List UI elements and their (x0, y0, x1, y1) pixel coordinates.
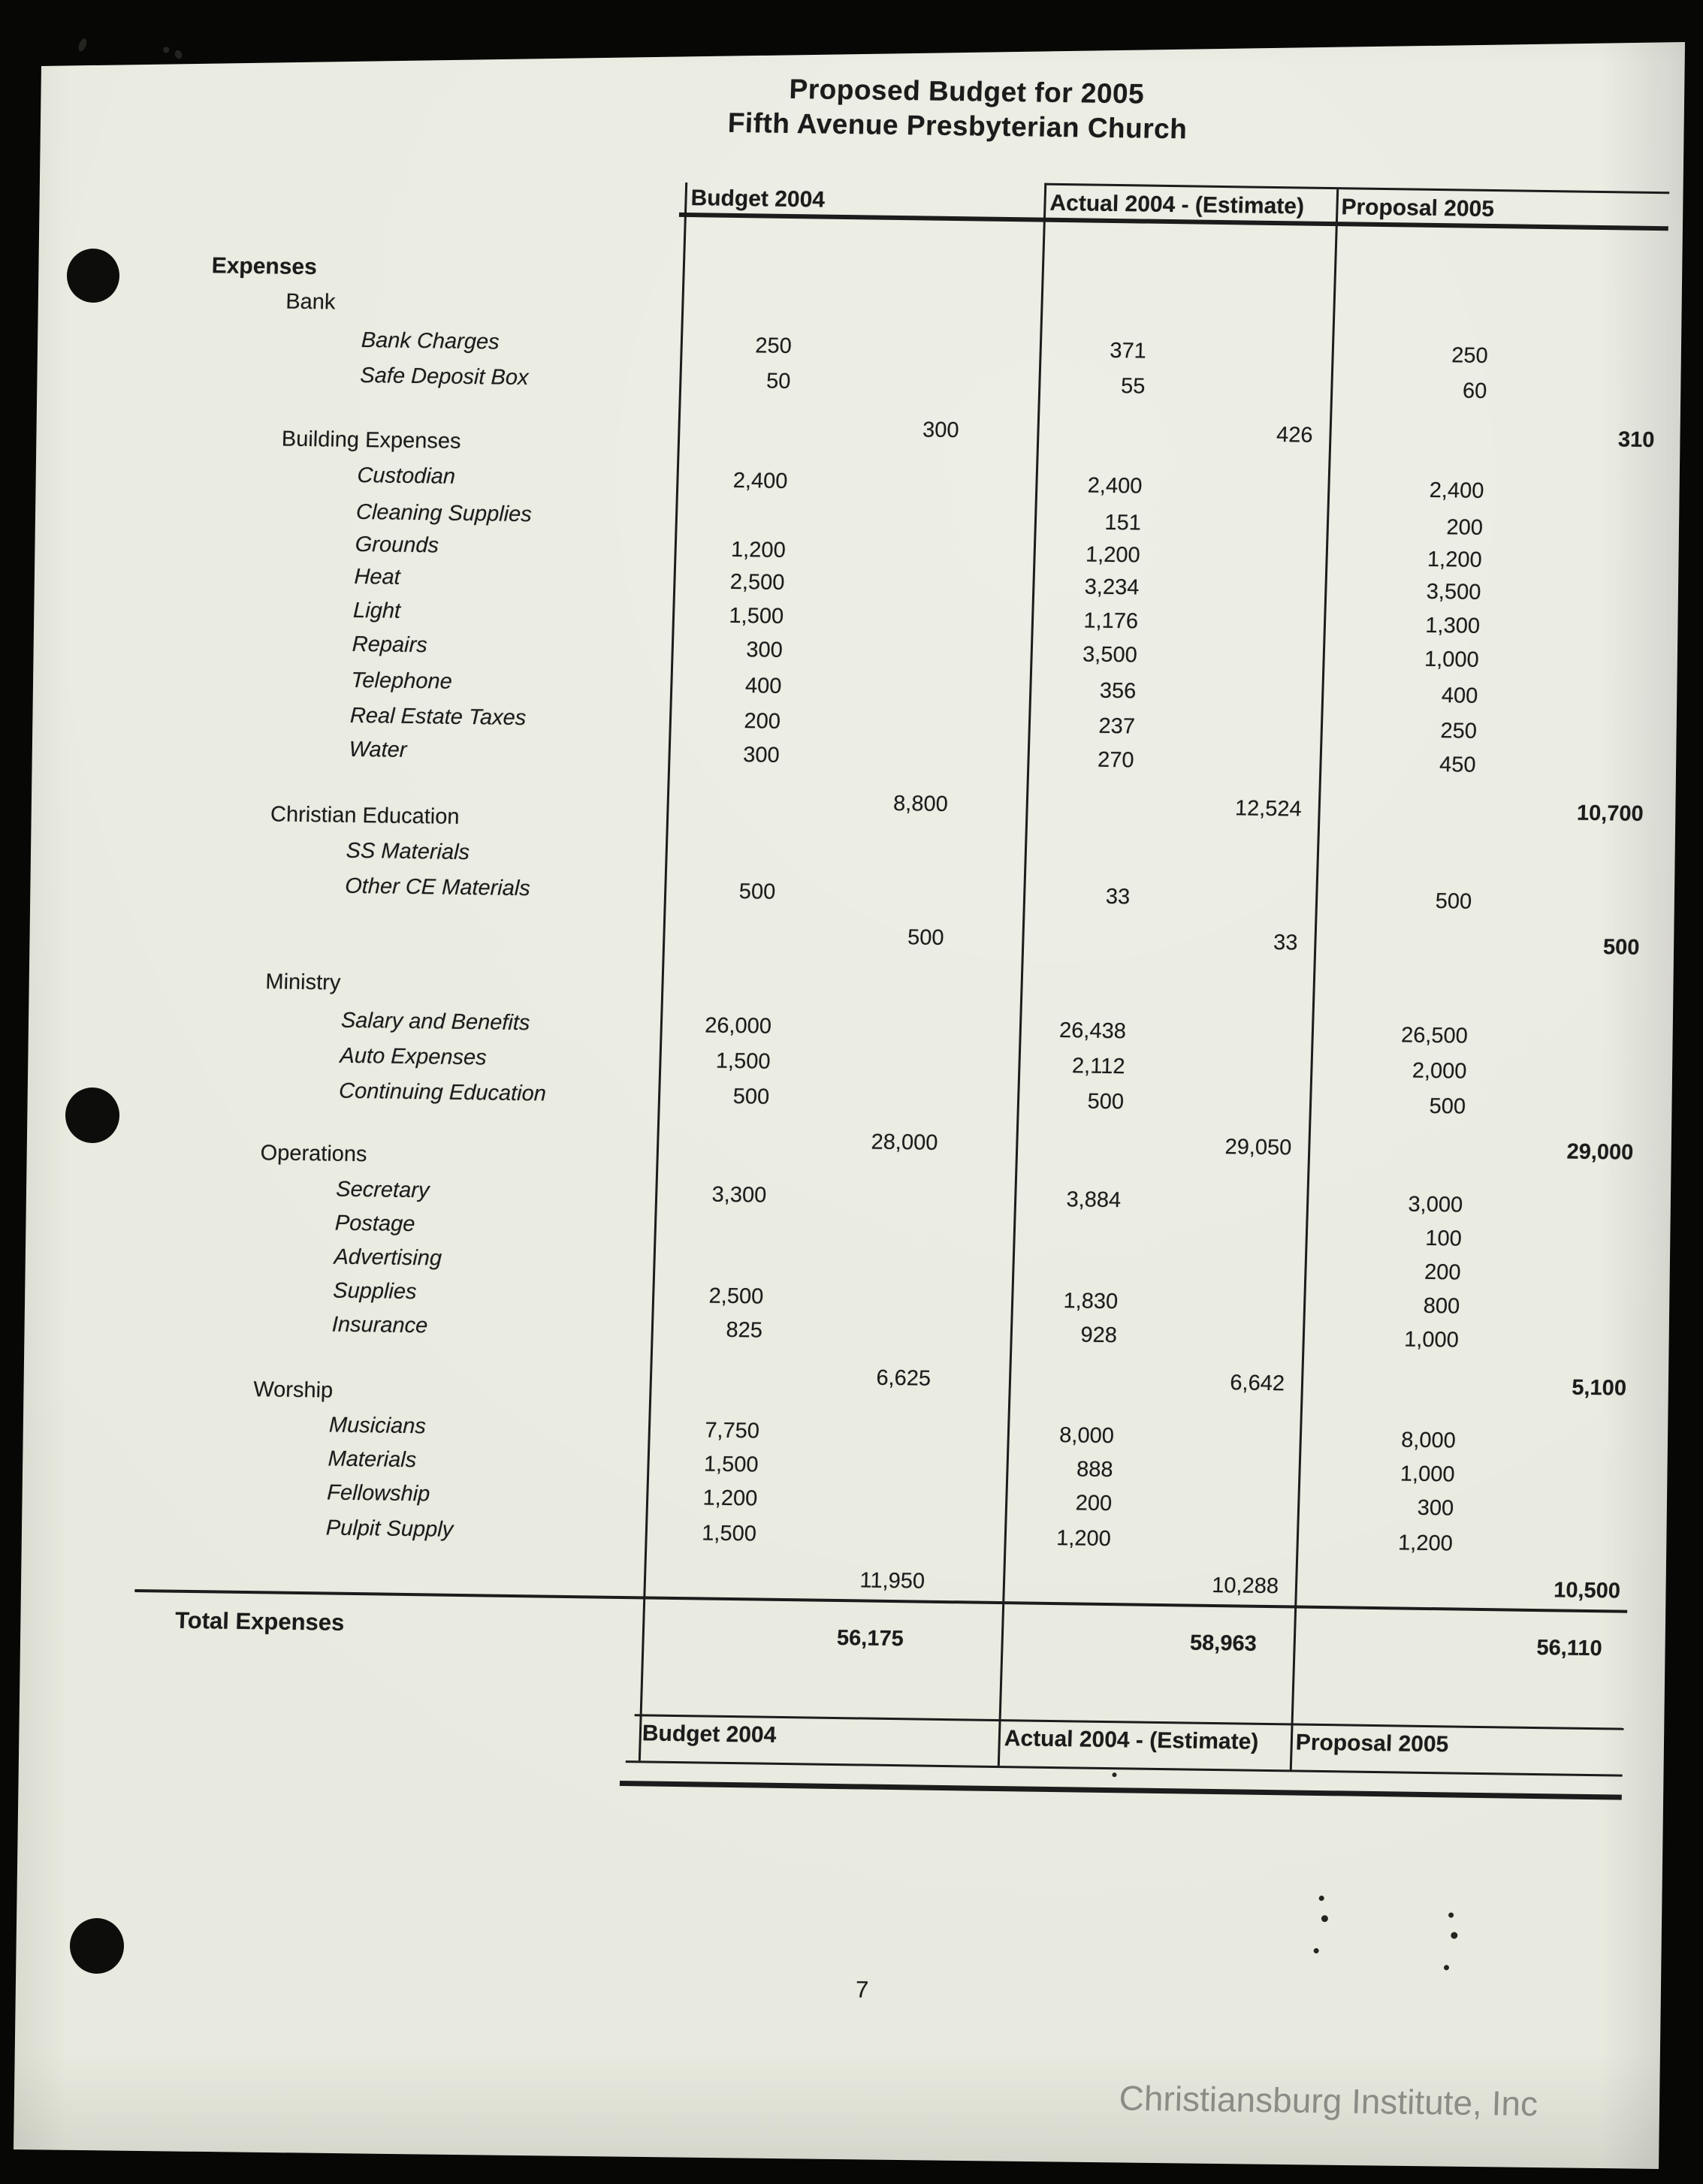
actual-value: 200 (1075, 1491, 1113, 1516)
watermark: Christiansburg Institute, Inc (1118, 2078, 1538, 2124)
total-actual-value: 58,963 (1189, 1630, 1258, 1656)
row-label: Telephone (350, 668, 453, 694)
ink-mark (1319, 1896, 1324, 1901)
budget-value (576, 503, 787, 506)
row-label: Other CE Materials (344, 873, 531, 901)
budget-subtotal-value: 11,950 (859, 1568, 925, 1594)
row-label: Real Estate Taxes (349, 703, 527, 731)
budget-value: 1,500 (729, 603, 784, 629)
bottom-band-bottom-rule (626, 1760, 1623, 1777)
row-label: Cleaning Supplies (355, 499, 533, 527)
ink-mark (1321, 1915, 1328, 1922)
budget-value: 500 (738, 879, 776, 904)
actual-subtotal-value: 6,642 (1229, 1371, 1285, 1396)
bottom-band-column-rule (998, 1719, 1001, 1766)
proposal-subtotal-value: 10,700 (1576, 801, 1644, 826)
row-label: Operations (260, 1141, 368, 1167)
budget-value (554, 1248, 765, 1251)
budget-value: 2,400 (732, 468, 788, 493)
budget-subtotal-value: 500 (907, 925, 944, 950)
actual-value: 8,000 (1058, 1423, 1115, 1449)
column-header-actual-2004: Actual 2004 - (Estimate) (1049, 190, 1305, 219)
bottom-band-column-rule (1290, 1723, 1294, 1769)
actual-value: 888 (1076, 1457, 1114, 1483)
proposal-subtotal-value: 29,000 (1566, 1139, 1634, 1165)
row-label: Continuing Education (338, 1078, 547, 1106)
row-label: Grounds (355, 532, 439, 558)
row-label: Pulpit Supply (325, 1516, 454, 1542)
budget-value: 2,500 (708, 1284, 764, 1309)
budget-value: 1,500 (715, 1048, 771, 1074)
page-number: 7 (855, 1976, 869, 2003)
row-label: Bank (285, 289, 336, 315)
column-header-proposal-2005: Proposal 2005 (1341, 195, 1495, 222)
row-label: Supplies (332, 1278, 417, 1305)
actual-value: 356 (1099, 678, 1137, 704)
budget-value: 26,000 (704, 1013, 772, 1039)
actual-value: 1,200 (1085, 542, 1141, 568)
budget-value: 1,200 (702, 1486, 758, 1511)
total-label: Total Expenses (174, 1606, 345, 1636)
page-title: Proposed Budget for 2005 (789, 73, 1145, 110)
ink-mark (77, 38, 88, 53)
budget-value: 825 (726, 1317, 763, 1343)
ink-mark (163, 47, 169, 53)
row-label: Christian Education (270, 802, 460, 829)
proposal-subtotal-value: 310 (1617, 427, 1655, 453)
row-label: SS Materials (346, 838, 470, 865)
bottom-header-actual-2004: Actual 2004 - (Estimate) (1004, 1726, 1259, 1754)
row-label: Postage (334, 1211, 415, 1237)
actual-value: 3,500 (1082, 642, 1138, 668)
budget-subtotal-value: 28,000 (871, 1130, 938, 1155)
bottom-band-thick-rule (620, 1781, 1622, 1800)
budget-value: 1,500 (701, 1521, 757, 1546)
actual-value: 33 (1105, 884, 1131, 909)
actual-value: 928 (1079, 1323, 1118, 1348)
proposal-value: 100 (1424, 1226, 1463, 1251)
actual-subtotal-value: 426 (1276, 423, 1313, 448)
row-label: Ministry (264, 970, 341, 995)
actual-value: 270 (1097, 747, 1135, 773)
ink-mark (1112, 1772, 1116, 1777)
budget-subtotal-value: 300 (922, 418, 960, 443)
actual-subtotal-value: 10,288 (1211, 1573, 1279, 1599)
proposal-value: 1,300 (1424, 613, 1481, 638)
budget-value: 2,500 (729, 569, 785, 595)
proposal-subtotal-value: 5,100 (1571, 1375, 1627, 1401)
proposal-value: 500 (1429, 1094, 1466, 1119)
ink-mark (1451, 1932, 1457, 1938)
row-label: Salary and Benefits (340, 1008, 530, 1036)
actual-value: 237 (1098, 713, 1136, 739)
budget-value: 3,300 (711, 1182, 767, 1208)
total-budget-value: 56,175 (836, 1626, 904, 1652)
proposal-value: 1,200 (1427, 547, 1483, 572)
proposal-value: 200 (1424, 1259, 1461, 1285)
budget-value: 1,200 (730, 537, 787, 563)
row-label: Fellowship (326, 1480, 430, 1507)
budget-value: 50 (765, 369, 791, 394)
row-label: Auto Expenses (340, 1043, 488, 1070)
budget-subtotal-value: 6,625 (876, 1365, 932, 1391)
budget-value (566, 842, 777, 845)
row-label: Custodian (357, 463, 456, 489)
proposal-value: 250 (1451, 343, 1489, 368)
row-label: Secretary (335, 1177, 430, 1203)
total-proposal-value: 56,110 (1536, 1636, 1603, 1661)
page-subtitle: Fifth Avenue Presbyterian Church (727, 107, 1188, 145)
proposal-value: 800 (1423, 1293, 1460, 1319)
proposal-value: 1,200 (1397, 1531, 1454, 1556)
proposal-value: 1,000 (1424, 647, 1480, 672)
actual-value: 3,884 (1066, 1187, 1122, 1213)
proposal-value: 8,000 (1400, 1428, 1457, 1453)
budget-value: 300 (745, 638, 784, 662)
actual-subtotal-value: 29,050 (1224, 1135, 1292, 1160)
actual-value: 26,438 (1058, 1018, 1127, 1044)
row-label: Building Expenses (281, 427, 461, 454)
ink-mark (174, 49, 183, 60)
row-label: Musicians (328, 1413, 427, 1439)
actual-value: 151 (1104, 510, 1142, 535)
row-label: Water (349, 737, 407, 762)
row-label: Repairs (352, 632, 428, 658)
proposal-value: 2,000 (1412, 1058, 1467, 1084)
proposal-value: 450 (1439, 753, 1476, 777)
actual-value: 55 (1120, 374, 1146, 399)
budget-subtotal-value: 8,800 (892, 791, 949, 816)
actual-value: 371 (1109, 338, 1147, 363)
column-header-budget-2004: Budget 2004 (690, 186, 826, 213)
row-label: Bank Charges (361, 328, 500, 354)
actual-value: 2,112 (1071, 1054, 1125, 1079)
budget-value: 500 (732, 1084, 770, 1109)
proposal-value: 3,500 (1426, 579, 1481, 605)
proposal-value: 26,500 (1400, 1023, 1469, 1048)
budget-value: 200 (744, 709, 781, 734)
proposal-subtotal-value: 10,500 (1553, 1578, 1621, 1603)
proposal-value: 400 (1441, 683, 1478, 708)
actual-value: 2,400 (1087, 473, 1143, 499)
actual-value: 3,234 (1084, 575, 1140, 600)
budget-value: 1,500 (703, 1452, 759, 1477)
ink-mark (1444, 1965, 1449, 1970)
budget-value: 250 (754, 333, 793, 358)
table-column-rule (999, 183, 1047, 1719)
budget-value (555, 1214, 765, 1217)
bottom-header-budget-2004: Budget 2004 (642, 1721, 777, 1748)
row-label: Advertising (334, 1244, 442, 1271)
proposal-subtotal-value: 500 (1602, 935, 1640, 960)
proposal-value: 200 (1446, 515, 1484, 540)
proposal-value: 300 (1417, 1495, 1454, 1521)
proposal-value (1263, 852, 1473, 855)
row-label: Worship (252, 1377, 334, 1403)
row-label: Materials (328, 1446, 417, 1473)
proposal-value: 2,400 (1429, 478, 1484, 503)
row-label: Safe Deposit Box (359, 363, 529, 391)
proposal-value: 3,000 (1408, 1192, 1463, 1217)
proposal-value: 60 (1462, 379, 1487, 403)
actual-subtotal-value: 12,524 (1234, 796, 1303, 822)
row-label: Expenses (211, 253, 318, 280)
actual-value: 1,830 (1063, 1289, 1119, 1314)
proposal-value: 1,000 (1400, 1462, 1455, 1487)
actual-value: 1,176 (1083, 608, 1139, 634)
row-label: Insurance (331, 1312, 428, 1338)
proposal-value: 500 (1435, 889, 1472, 914)
ink-mark (1314, 1948, 1319, 1953)
budget-value: 300 (742, 743, 781, 768)
row-label: Light (352, 598, 401, 623)
proposal-value: 250 (1439, 719, 1478, 744)
budget-value: 400 (744, 674, 782, 698)
budget-value: 7,750 (704, 1418, 760, 1443)
row-label: Heat (354, 564, 401, 590)
actual-subtotal-value: 33 (1273, 931, 1298, 955)
actual-value: 500 (1087, 1089, 1125, 1115)
proposal-value: 1,000 (1403, 1327, 1460, 1353)
actual-value: 1,200 (1055, 1526, 1112, 1552)
ink-mark (1448, 1912, 1454, 1917)
table-column-rule (1291, 189, 1339, 1723)
bottom-header-proposal-2005: Proposal 2005 (1295, 1730, 1449, 1757)
